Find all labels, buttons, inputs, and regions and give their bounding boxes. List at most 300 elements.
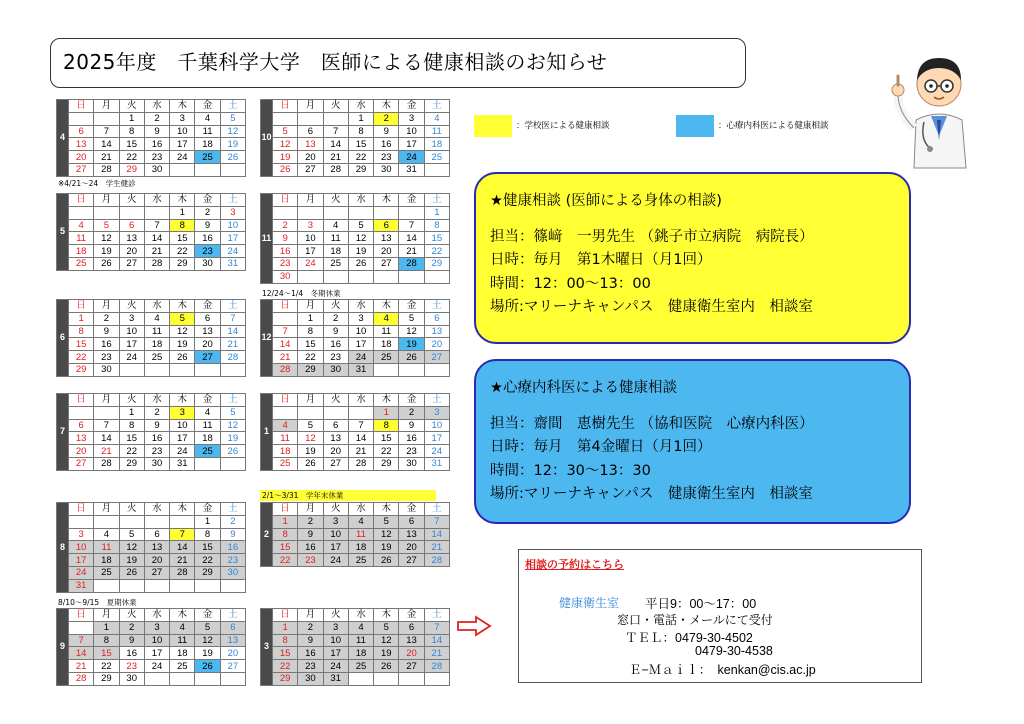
day-cell: 25 [94,566,119,579]
day-cell: 14 [94,432,119,445]
day-cell: 26 [374,554,399,567]
email[interactable]: Ｅ−Ｍａｉｌ： kenkan@cis.ac.jp [629,663,816,677]
day-cell: 7 [424,515,449,528]
day-cell: 11 [273,432,298,445]
day-cell: 2 [144,112,169,125]
day-cell: 20 [144,554,169,567]
day-cell: 15 [374,432,399,445]
weekday-header: 土 [424,394,449,407]
reservation-title[interactable]: 相談の予約はこちら [525,558,624,571]
day-cell: 13 [424,325,449,338]
day-cell: 1 [273,515,298,528]
weekday-header: 月 [298,194,323,207]
day-cell: 26 [298,457,323,470]
weekday-header: 水 [348,100,373,113]
day-cell: 29 [195,566,220,579]
day-cell: 16 [220,541,245,554]
day-cell: 16 [298,541,323,554]
day-cell: 22 [170,245,195,258]
day-cell: 9 [119,634,144,647]
weekday-header: 土 [220,300,245,313]
weekday-header: 金 [399,503,424,516]
day-cell: 13 [144,541,169,554]
day-cell: 5 [195,621,220,634]
day-cell: 25 [69,257,94,270]
day-cell: 11 [69,232,94,245]
day-cell: 20 [424,338,449,351]
day-cell: 30 [195,257,220,270]
day-cell: 6 [399,515,424,528]
day-cell: 26 [348,257,373,270]
day-cell: 2 [374,112,399,125]
day-cell: 16 [195,232,220,245]
month-label: 8 [57,503,69,593]
day-cell: 28 [399,257,424,270]
day-cell: 12 [374,528,399,541]
day-cell: 2 [298,621,323,634]
day-cell: 31 [323,672,348,685]
day-cell: 27 [298,163,323,176]
day-cell: 13 [69,432,94,445]
day-cell [399,672,424,685]
box1-header: ★健康相談 (医師による身体の相談) [490,193,722,209]
day-cell: 23 [399,445,424,458]
day-cell: 15 [170,232,195,245]
office-hours: 平日9：00〜17：00 [645,597,757,611]
day-cell: 15 [273,541,298,554]
weekday-header: 金 [399,100,424,113]
day-cell: 19 [119,554,144,567]
day-cell: 16 [119,647,144,660]
weekday-header: 土 [424,100,449,113]
day-cell: 18 [348,541,373,554]
day-cell: 27 [144,566,169,579]
day-cell: 9 [273,232,298,245]
day-cell: 12 [94,232,119,245]
weekday-header: 水 [144,300,169,313]
day-cell [273,406,298,419]
doctor-illustration [884,40,994,170]
day-cell: 3 [119,312,144,325]
day-cell: 28 [323,163,348,176]
day-cell: 14 [424,528,449,541]
day-cell [94,112,119,125]
day-cell: 18 [195,138,220,151]
day-cell: 20 [220,647,245,660]
day-cell: 21 [273,351,298,364]
weekday-header: 木 [170,394,195,407]
day-cell [69,621,94,634]
weekday-header: 金 [399,394,424,407]
month-label: 1 [261,394,273,471]
day-cell [348,206,373,219]
day-cell: 29 [69,363,94,376]
day-cell: 16 [323,338,348,351]
day-cell: 2 [323,312,348,325]
day-cell: 19 [94,245,119,258]
day-cell [170,579,195,592]
day-cell: 31 [220,257,245,270]
day-cell: 31 [69,579,94,592]
day-cell: 22 [374,445,399,458]
day-cell: 25 [195,445,220,458]
day-cell [220,163,245,176]
day-cell: 7 [144,219,169,232]
psychosomatic-consultation-box [474,359,911,524]
weekday-header: 木 [170,100,195,113]
day-cell: 30 [399,457,424,470]
day-cell: 11 [144,325,169,338]
weekday-header: 土 [220,194,245,207]
day-cell: 11 [170,634,195,647]
tel-1[interactable]: ＴＥＬ：0479-30-4502 [625,631,753,645]
day-cell: 20 [69,151,94,164]
day-cell [144,206,169,219]
day-cell: 6 [374,219,399,232]
day-cell: 22 [119,151,144,164]
legend-yellow-swatch [474,115,512,137]
weekday-header: 金 [399,609,424,622]
day-cell: 13 [220,634,245,647]
day-cell: 4 [94,528,119,541]
day-cell: 22 [424,245,449,258]
day-cell: 20 [323,445,348,458]
day-cell [399,206,424,219]
day-cell: 23 [298,554,323,567]
day-cell: 27 [374,257,399,270]
day-cell [195,457,220,470]
day-cell: 5 [374,515,399,528]
day-cell: 16 [399,432,424,445]
day-cell: 30 [298,672,323,685]
day-cell: 18 [424,138,449,151]
day-cell: 19 [195,647,220,660]
day-cell: 24 [144,660,169,673]
day-cell [374,270,399,283]
day-cell: 20 [374,245,399,258]
day-cell [298,406,323,419]
calendar-february [260,502,450,567]
day-cell: 23 [144,151,169,164]
weekday-header: 土 [424,194,449,207]
day-cell: 30 [273,270,298,283]
day-cell [195,163,220,176]
weekday-header: 土 [424,609,449,622]
weekday-header: 火 [323,503,348,516]
day-cell: 30 [94,363,119,376]
day-cell: 19 [170,338,195,351]
day-cell: 17 [69,554,94,567]
weekday-header: 日 [273,609,298,622]
day-cell: 27 [69,163,94,176]
day-cell: 8 [298,325,323,338]
day-cell [144,515,169,528]
note-august: 8/10～9/15 夏期休業 [58,598,137,607]
day-cell: 11 [348,528,373,541]
weekday-header: 月 [298,609,323,622]
day-cell: 7 [399,219,424,232]
day-cell: 27 [399,660,424,673]
day-cell: 6 [119,219,144,232]
day-cell: 2 [144,406,169,419]
day-cell: 8 [119,419,144,432]
day-cell [298,112,323,125]
weekday-header: 水 [144,609,169,622]
day-cell: 18 [69,245,94,258]
day-cell: 10 [323,634,348,647]
day-cell: 20 [298,151,323,164]
day-cell: 14 [94,138,119,151]
day-cell: 10 [323,528,348,541]
day-cell: 1 [273,621,298,634]
box2-header: ★心療内科医による健康相談 [490,380,677,396]
day-cell: 11 [94,541,119,554]
day-cell [195,363,220,376]
day-cell [69,406,94,419]
day-cell: 1 [94,621,119,634]
day-cell: 16 [144,138,169,151]
day-cell: 12 [298,432,323,445]
day-cell: 8 [273,528,298,541]
day-cell [298,270,323,283]
day-cell: 7 [348,419,373,432]
day-cell [119,579,144,592]
day-cell: 24 [323,660,348,673]
day-cell [374,206,399,219]
weekday-header: 水 [348,609,373,622]
day-cell: 15 [424,232,449,245]
day-cell [348,270,373,283]
legend-yellow [474,115,610,137]
day-cell: 7 [69,634,94,647]
month-label: 10 [261,100,273,177]
weekday-header: 月 [298,300,323,313]
day-cell [195,579,220,592]
day-cell: 24 [69,566,94,579]
note-december: 12/24～1/4 冬期休業 [262,289,341,298]
day-cell: 25 [424,151,449,164]
day-cell: 21 [348,445,373,458]
day-cell: 9 [144,419,169,432]
day-cell [424,270,449,283]
day-cell: 24 [119,351,144,364]
day-cell: 26 [374,660,399,673]
day-cell: 14 [273,338,298,351]
day-cell: 7 [94,125,119,138]
day-cell: 26 [273,163,298,176]
day-cell: 9 [323,325,348,338]
day-cell: 21 [94,445,119,458]
day-cell: 11 [195,125,220,138]
day-cell: 21 [170,554,195,567]
day-cell: 18 [144,338,169,351]
month-label: 4 [57,100,69,177]
box1-place: 場所:マリーナキャンパス 健康衛生室内 相談室 [490,299,813,315]
calendar-october [260,99,450,177]
weekday-header: 木 [374,194,399,207]
day-cell: 4 [69,219,94,232]
weekday-header: 金 [195,503,220,516]
reservation-box [518,549,922,683]
weekday-header: 土 [424,503,449,516]
month-label: 6 [57,300,69,377]
day-cell [94,406,119,419]
calendar-january [260,393,450,471]
weekday-header: 金 [399,300,424,313]
box2-time: 時間：12：30〜13：30 [490,462,651,479]
calendar-june [56,299,246,377]
month-label: 3 [261,609,273,686]
day-cell: 4 [424,112,449,125]
day-cell [424,163,449,176]
day-cell: 12 [220,125,245,138]
day-cell: 16 [374,138,399,151]
box1-doctor: 担当：篠﨑 一男先生 （銚子市立病院 病院長） [490,228,814,245]
day-cell [273,206,298,219]
weekday-header: 火 [119,609,144,622]
weekday-header: 日 [69,394,94,407]
day-cell: 2 [399,406,424,419]
weekday-header: 日 [273,300,298,313]
day-cell: 2 [195,206,220,219]
day-cell: 2 [273,219,298,232]
day-cell: 28 [94,457,119,470]
day-cell [220,579,245,592]
day-cell [195,672,220,685]
day-cell [374,672,399,685]
day-cell: 30 [144,163,169,176]
day-cell: 21 [69,660,94,673]
day-cell: 2 [220,515,245,528]
day-cell: 4 [144,312,169,325]
day-cell: 18 [94,554,119,567]
day-cell: 17 [399,138,424,151]
day-cell [323,406,348,419]
day-cell: 6 [220,621,245,634]
weekday-header: 木 [170,609,195,622]
day-cell: 10 [399,125,424,138]
day-cell: 6 [69,125,94,138]
day-cell: 16 [144,432,169,445]
day-cell: 28 [273,363,298,376]
day-cell: 13 [195,325,220,338]
day-cell: 31 [170,457,195,470]
day-cell [170,515,195,528]
weekday-header: 水 [144,503,169,516]
day-cell: 16 [273,245,298,258]
weekday-header: 水 [348,300,373,313]
day-cell: 7 [424,621,449,634]
calendar-april [56,99,246,177]
box2-date: 日時：毎月 第4金曜日（月1回） [490,439,712,455]
day-cell: 26 [170,351,195,364]
weekday-header: 日 [273,194,298,207]
weekday-header: 日 [273,100,298,113]
day-cell: 22 [273,554,298,567]
weekday-header: 月 [94,194,119,207]
weekday-header: 水 [348,194,373,207]
day-cell: 6 [399,621,424,634]
day-cell: 17 [424,432,449,445]
day-cell: 1 [119,406,144,419]
day-cell: 9 [374,125,399,138]
day-cell: 12 [348,232,373,245]
day-cell: 29 [298,363,323,376]
day-cell: 13 [323,432,348,445]
day-cell: 12 [273,138,298,151]
day-cell: 22 [195,554,220,567]
day-cell: 8 [424,219,449,232]
note-april: ※4/21～24 学生健診 [58,179,136,188]
tel-2[interactable]: 0479-30-4538 [695,644,773,658]
legend-blue-label: ：心療内科医による健康相談 [718,121,829,131]
day-cell [144,579,169,592]
weekday-header: 月 [298,100,323,113]
day-cell: 20 [399,647,424,660]
day-cell: 5 [399,312,424,325]
day-cell: 18 [374,338,399,351]
day-cell: 4 [195,406,220,419]
day-cell [94,579,119,592]
day-cell [323,112,348,125]
weekday-header: 火 [323,100,348,113]
day-cell: 24 [424,445,449,458]
day-cell: 13 [69,138,94,151]
day-cell: 10 [298,232,323,245]
day-cell: 22 [94,660,119,673]
day-cell: 27 [195,351,220,364]
day-cell: 11 [323,232,348,245]
day-cell: 3 [348,312,373,325]
day-cell: 4 [348,621,373,634]
day-cell: 13 [399,528,424,541]
day-cell: 26 [399,351,424,364]
day-cell: 30 [119,672,144,685]
right-arrow-icon [456,615,492,637]
day-cell [424,672,449,685]
day-cell: 15 [273,647,298,660]
day-cell: 15 [298,338,323,351]
day-cell [273,112,298,125]
day-cell [170,672,195,685]
day-cell: 19 [273,151,298,164]
weekday-header: 金 [195,300,220,313]
day-cell: 10 [170,419,195,432]
day-cell: 21 [144,245,169,258]
day-cell: 4 [323,219,348,232]
day-cell: 12 [220,419,245,432]
weekday-header: 月 [94,503,119,516]
month-label: 7 [57,394,69,471]
school-doctor-consultation-box [474,172,911,344]
day-cell: 19 [298,445,323,458]
day-cell: 30 [374,163,399,176]
weekday-header: 火 [323,394,348,407]
month-label: 5 [57,194,69,271]
day-cell: 23 [195,245,220,258]
day-cell: 5 [273,125,298,138]
day-cell: 9 [220,528,245,541]
day-cell: 1 [298,312,323,325]
day-cell: 26 [94,257,119,270]
weekday-header: 木 [170,503,195,516]
day-cell: 25 [273,457,298,470]
day-cell: 3 [170,112,195,125]
day-cell [94,206,119,219]
box1-date: 日時：毎月 第1木曜日（月1回） [490,252,712,268]
weekday-header: 木 [374,503,399,516]
day-cell: 19 [220,432,245,445]
